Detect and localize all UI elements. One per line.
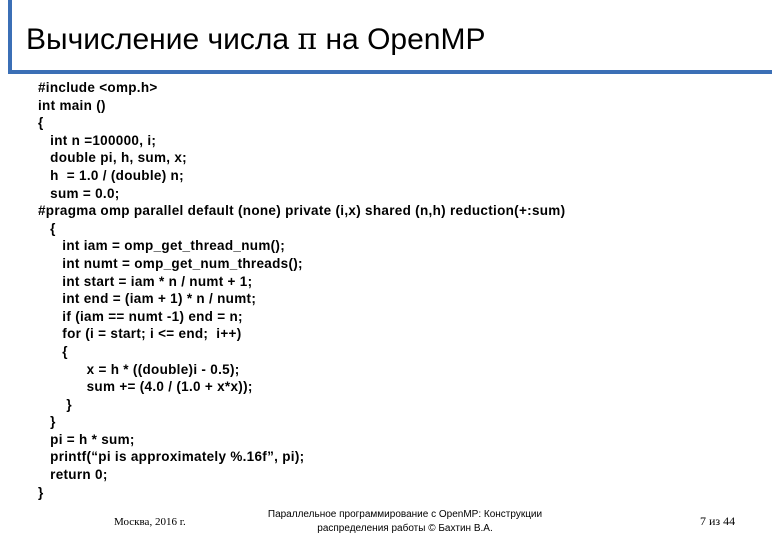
- page-number: [700, 514, 735, 529]
- code-line: for (i = start; i <= end; i++): [38, 326, 242, 342]
- code-line: #pragma omp parallel default (none) private (i,x) shared (n,h) reduction(+:sum): [38, 203, 566, 219]
- page-of: из: [709, 514, 721, 528]
- code-line: h = 1.0 / (double) n;: [38, 167, 184, 183]
- code-listing: [38, 79, 565, 501]
- code-line: }: [38, 484, 44, 500]
- code-line: int iam = omp_get_thread_num();: [38, 238, 286, 254]
- code-line: }: [38, 396, 72, 412]
- slide-title: [26, 20, 485, 60]
- code-line: double pi, h, sum, x;: [38, 150, 187, 166]
- code-line: int main (): [38, 97, 106, 113]
- footer-course-line-1: Параллельное программирование с OpenMP: Конструкции: [267, 509, 543, 520]
- code-line: if (iam == numt -1) end = n;: [38, 308, 243, 324]
- footer-course-line-2: распределения работы © Бахтин В.А.: [317, 523, 493, 534]
- title-suffix: на OpenMP: [325, 23, 486, 56]
- code-line: int end = (iam + 1) * n / numt;: [38, 291, 257, 307]
- code-line: pi = h * sum;: [38, 431, 135, 447]
- code-line: return 0;: [38, 467, 108, 483]
- code-line: {: [38, 115, 44, 131]
- page-total: 44: [723, 514, 736, 528]
- code-line: }: [38, 414, 56, 430]
- page-current: 7: [700, 514, 706, 528]
- footer-location-date: Москва, 2016 г.: [114, 516, 186, 528]
- pi-symbol: π: [297, 22, 318, 57]
- code-line: #include <omp.h>: [38, 80, 158, 95]
- code-line: {: [38, 220, 56, 236]
- title-prefix: Вычисление числа: [26, 23, 290, 56]
- code-line: x = h * ((double)i - 0.5);: [38, 361, 240, 377]
- footer-course-title: [250, 508, 560, 536]
- code-line: {: [38, 343, 68, 359]
- code-line: printf(“pi is approximately %.16f”, pi);: [38, 449, 305, 465]
- code-line: sum += (4.0 / (1.0 + x*x));: [38, 379, 253, 395]
- code-line: int n =100000, i;: [38, 132, 157, 148]
- code-line: int numt = omp_get_num_threads();: [38, 255, 303, 271]
- code-line: int start = iam * n / numt + 1;: [38, 273, 253, 289]
- code-line: sum = 0.0;: [38, 185, 120, 201]
